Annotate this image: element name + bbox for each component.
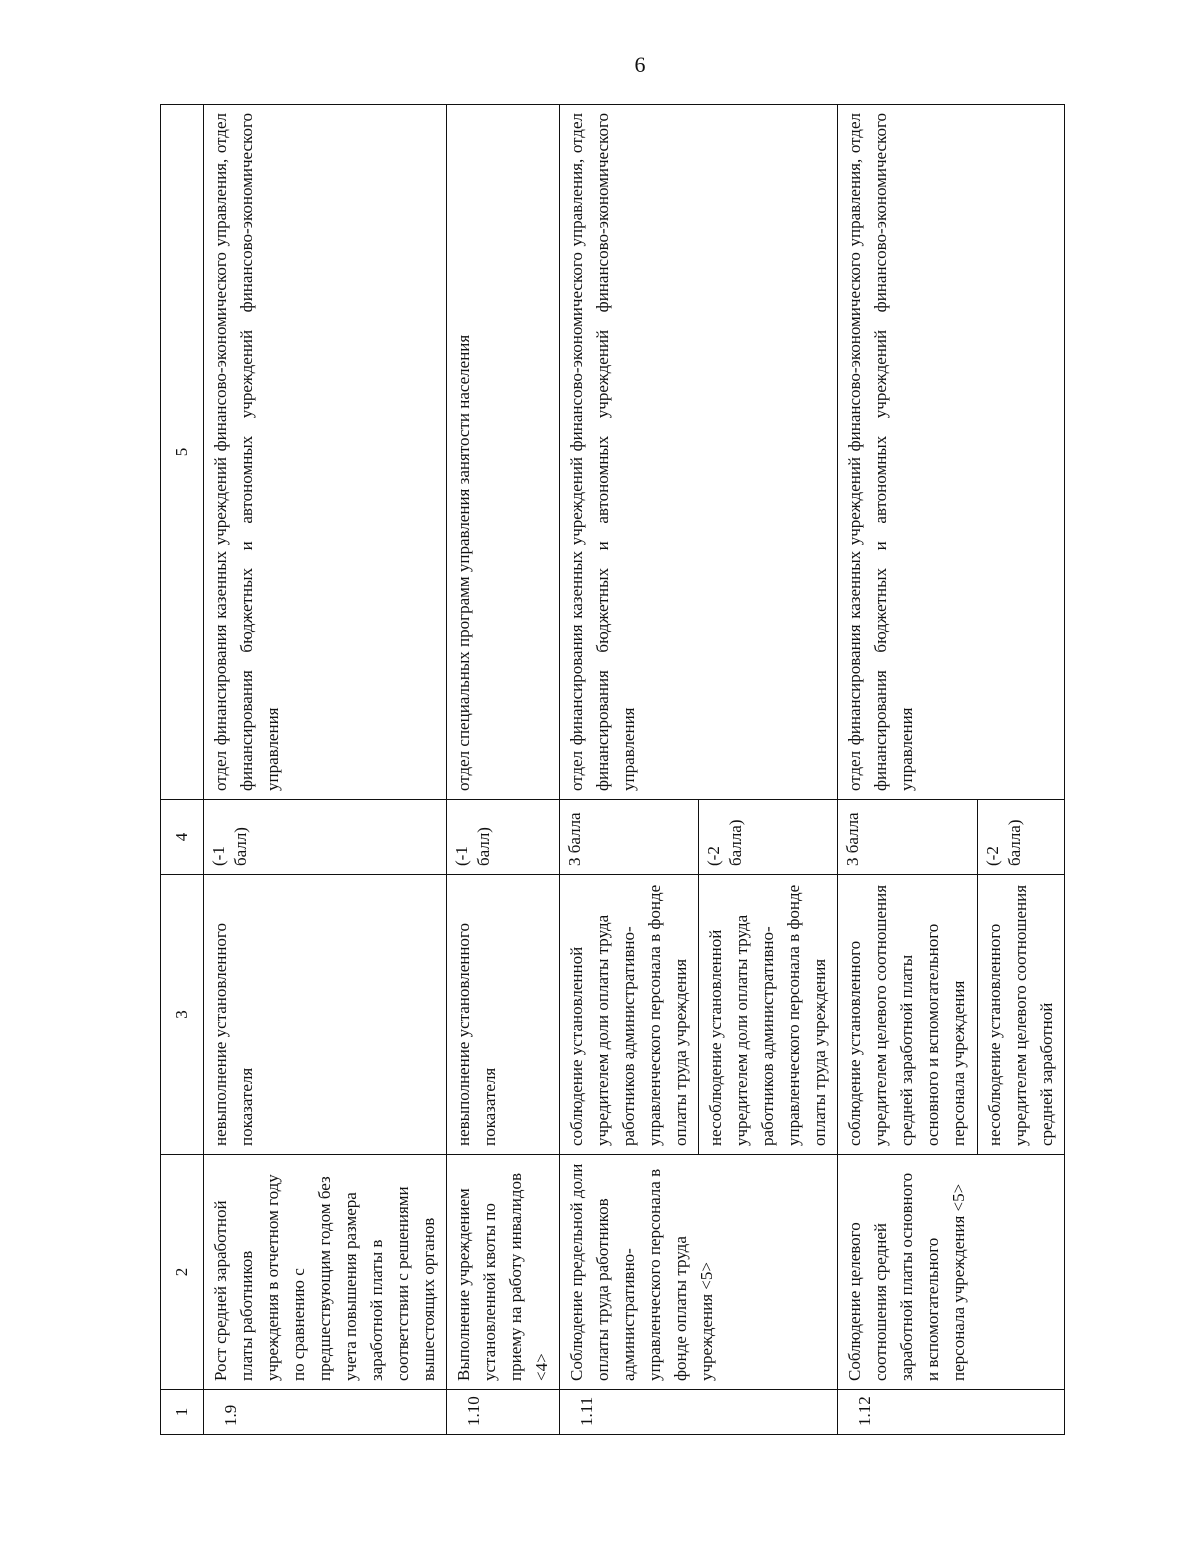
page-number: 6: [634, 52, 646, 77]
table-row: [838, 105, 978, 1435]
indicator-cell: Рост средней заработной платы работников учреждения в отчетном году по сравнению с предшествующим годом без учета повышения размера заработной платы в соответствии с решениями вышестоящих органов: [204, 1155, 447, 1390]
score-cell: (-2 балла): [699, 800, 838, 875]
responsible-cell: отдел финансирования казенных учреждений финансово-экономического управления, отдел финансирования бюджетных и автономных учреждений финансово-экономического управления: [204, 105, 447, 800]
criterion-cell: соблюдение установленной учредителем доли оплаты труда работников административно-управленческого персонала в фонде оплаты труда учреждения: [560, 875, 699, 1155]
criterion-cell: невыполнение установленного показателя: [204, 875, 447, 1155]
criterion-cell: несоблюдение установленного учредителем целевого соотношения средней заработной: [978, 875, 1065, 1155]
table-row: [204, 105, 447, 1435]
table-row: [447, 105, 560, 1435]
indicator-cell: Соблюдение предельной доли оплаты труда работников административно-управленческого персонала в фонде оплаты труда учреждения <5>: [560, 1155, 838, 1390]
row-number: 1.11: [560, 1390, 838, 1435]
indicator-cell: Соблюдение целевого соотношения средней заработной платы основного и вспомогательного персонала учреждения <5>: [838, 1155, 1065, 1390]
score-cell: (-1 балл): [204, 800, 447, 875]
header-col-2: 2: [161, 1155, 204, 1390]
row-number: 1.12: [838, 1390, 1065, 1435]
score-cell: 3 балла: [838, 800, 978, 875]
header-col-1: 1: [161, 1390, 204, 1435]
row-number: 1.10: [447, 1390, 560, 1435]
responsible-cell: отдел финансирования казенных учреждений финансово-экономического управления, отдел финансирования бюджетных и автономных учреждений финансово-экономического управления: [838, 105, 1065, 800]
header-col-3: 3: [161, 875, 204, 1155]
indicator-cell: Выполнение учреждением установленной квоты по приему на работу инвалидов <4>: [447, 1155, 560, 1390]
header-col-5: 5: [161, 105, 204, 800]
row-number: 1.9: [204, 1390, 447, 1435]
criterion-cell: соблюдение установленного учредителем целевого соотношения средней заработной платы основного и вспомогательного персонала учреждения: [838, 875, 978, 1155]
criterion-cell: несоблюдение установленной учредителем доли оплаты труда работников административно-управленческого персонала в фонде оплаты труда учреждения: [699, 875, 838, 1155]
score-cell: (-1 балл): [447, 800, 560, 875]
responsible-cell: отдел специальных программ управления занятости населения: [447, 105, 560, 800]
table-row: [560, 105, 699, 1435]
score-cell: (-2 балла): [978, 800, 1065, 875]
rotated-table-container: [160, 105, 1056, 1435]
header-col-4: 4: [161, 800, 204, 875]
score-cell: 3 балла: [560, 800, 699, 875]
header-row: [161, 105, 204, 1435]
criterion-cell: невыполнение установленного показателя: [447, 875, 560, 1155]
responsible-cell: отдел финансирования казенных учреждений финансово-экономического управления, отдел финансирования бюджетных и автономных учреждений финансово-экономического управления: [560, 105, 838, 800]
indicators-table: [160, 104, 1065, 1435]
